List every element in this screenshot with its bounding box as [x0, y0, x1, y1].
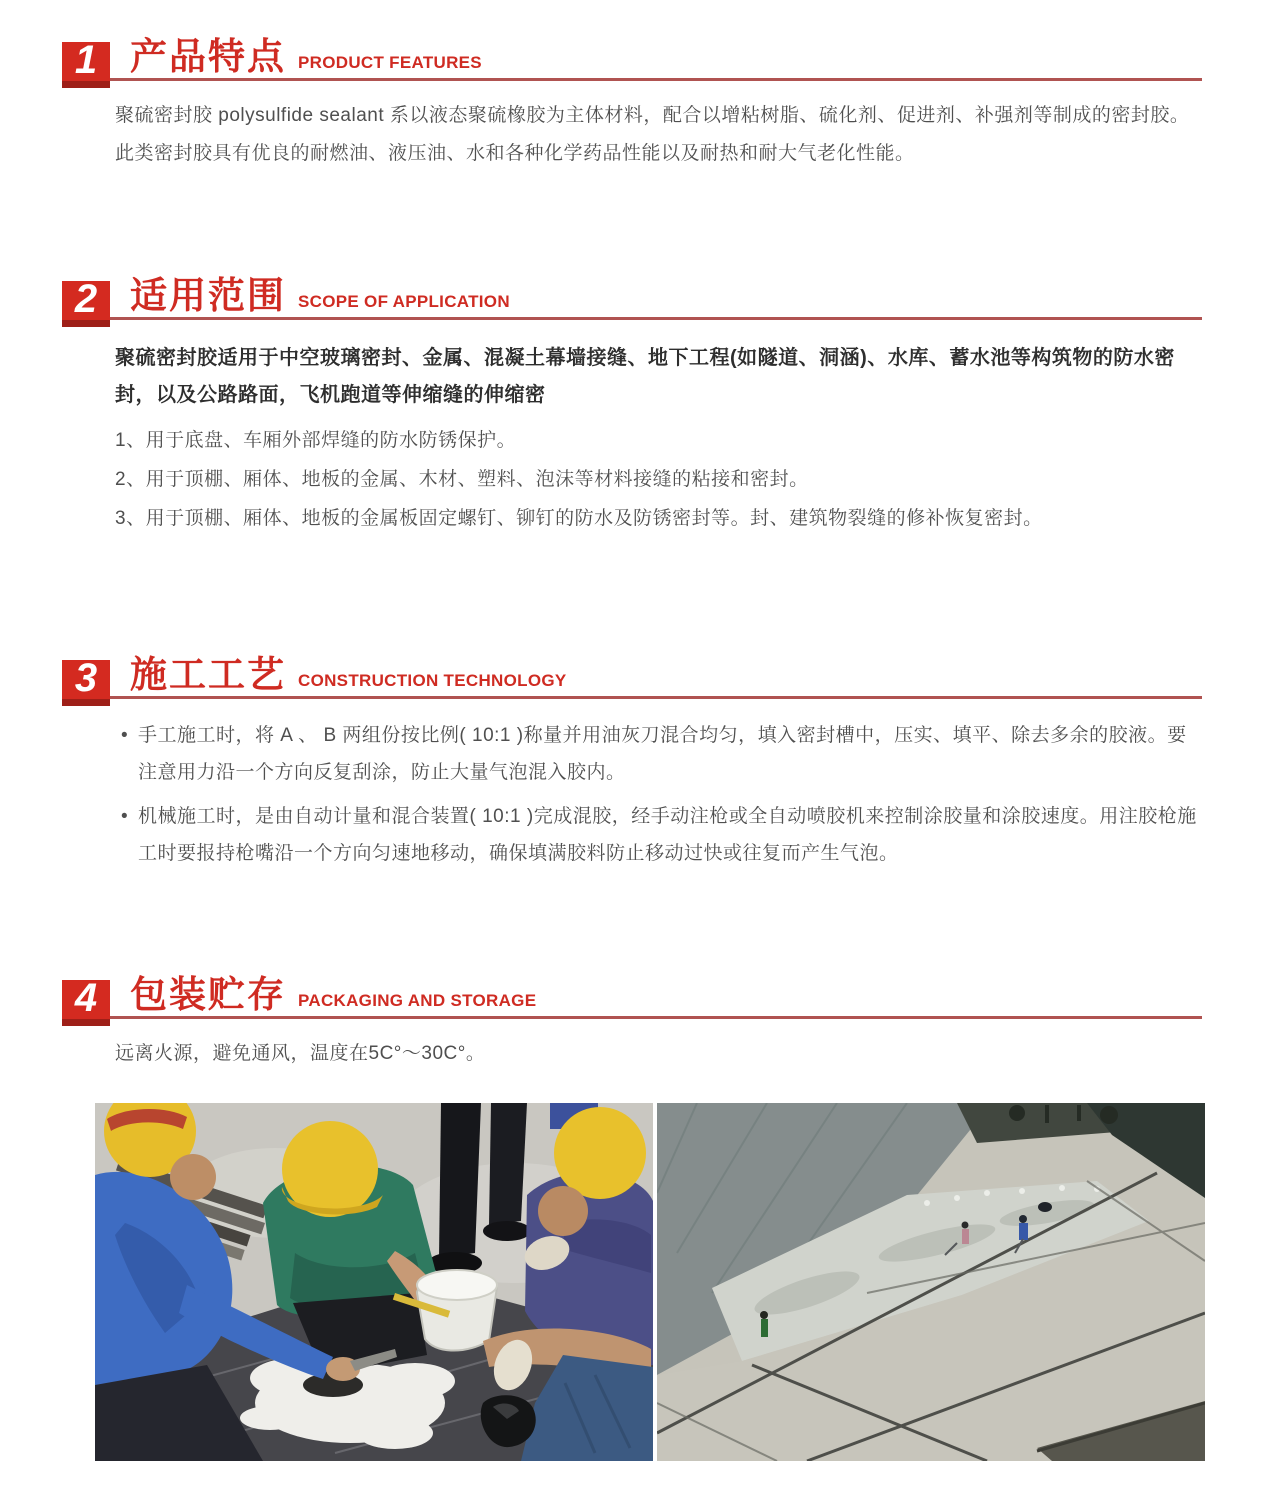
- section-title-en: PRODUCT FEATURES: [298, 53, 482, 72]
- section-title-cn: 产品特点: [130, 36, 286, 77]
- paragraph: 远离火源，避免通风，温度在5C°～30C°。: [115, 1043, 486, 1064]
- section-scope-of-application: [62, 277, 1202, 534]
- section-title-cn: 施工工艺: [130, 654, 286, 695]
- section-product-features: [62, 38, 1202, 173]
- section-construction-technology: [62, 656, 1202, 872]
- section-4-header: [62, 976, 1202, 1019]
- section-number-badge: 4: [62, 980, 110, 1026]
- section-number-badge: 3: [62, 660, 110, 706]
- list-item: 3、用于顶棚、厢体、地板的金属板固定螺钉、铆钉的防水及防锈密封等。封、建筑物裂缝的修补恢复密封。: [115, 508, 1043, 529]
- section-title-en: CONSTRUCTION TECHNOLOGY: [298, 671, 567, 690]
- photo-concrete-dam-slope-joint-sealing: [657, 1103, 1205, 1461]
- section-title-cn: 包装贮存: [130, 974, 286, 1015]
- section-2-header: [62, 277, 1202, 320]
- section-3-header: [62, 656, 1202, 699]
- construction-steps-list: [121, 717, 1202, 872]
- section-packaging-and-storage: [62, 976, 1202, 1073]
- list-item: • 机械施工时，是由自动计量和混合装置( 10:1 )完成混胶，经手动注枪或全自动喷胶机来控制涂胶量和涂胶速度。用注胶枪施工时要报持枪嘴沿一个方向匀速地移动，确保填满胶料防止移动过快或往复而产生气泡。: [121, 798, 1202, 872]
- photo-workers-mixing-sealant: [95, 1103, 653, 1461]
- paragraph: 聚硫密封胶 polysulfide sealant 系以液态聚硫橡胶为主体材料，配合以增粘树脂、硫化剂、促进剂、补强剂等制成的密封胶。此类密封胶具有优良的耐燃油、液压油、水和各种化学药品性能以及耐热和耐大气老化性能。: [115, 105, 1190, 164]
- section-number-badge: 2: [62, 281, 110, 327]
- photo-row: [95, 1103, 1202, 1461]
- section-1-header: [62, 38, 1202, 81]
- section-title-en: SCOPE OF APPLICATION: [298, 292, 510, 311]
- list-item: 2、用于顶棚、厢体、地板的金属、木材、塑料、泡沫等材料接缝的粘接和密封。: [115, 469, 809, 490]
- lead-paragraph: 聚硫密封胶适用于中空玻璃密封、金属、混凝土幕墙接缝、地下工程(如隧道、洞涵)、水库、蓄水池等构筑物的防水密封，以及公路路面，飞机跑道等伸缩缝的伸缩密: [115, 347, 1175, 406]
- section-title-en: PACKAGING AND STORAGE: [298, 991, 537, 1010]
- section-title-cn: 适用范围: [130, 275, 286, 316]
- list-item: • 手工施工时，将 A 、 B 两组份按比例( 10:1 )称量并用油灰刀混合均匀，填入密封槽中，压实、填平、除去多余的胶液。要注意用力沿一个方向反复刮涂，防止大量气泡混入胶内。: [121, 717, 1202, 791]
- list-item: 1、用于底盘、车厢外部焊缝的防水防锈保护。: [115, 430, 517, 451]
- section-number-badge: 1: [62, 42, 110, 88]
- application-list: [115, 426, 1202, 534]
